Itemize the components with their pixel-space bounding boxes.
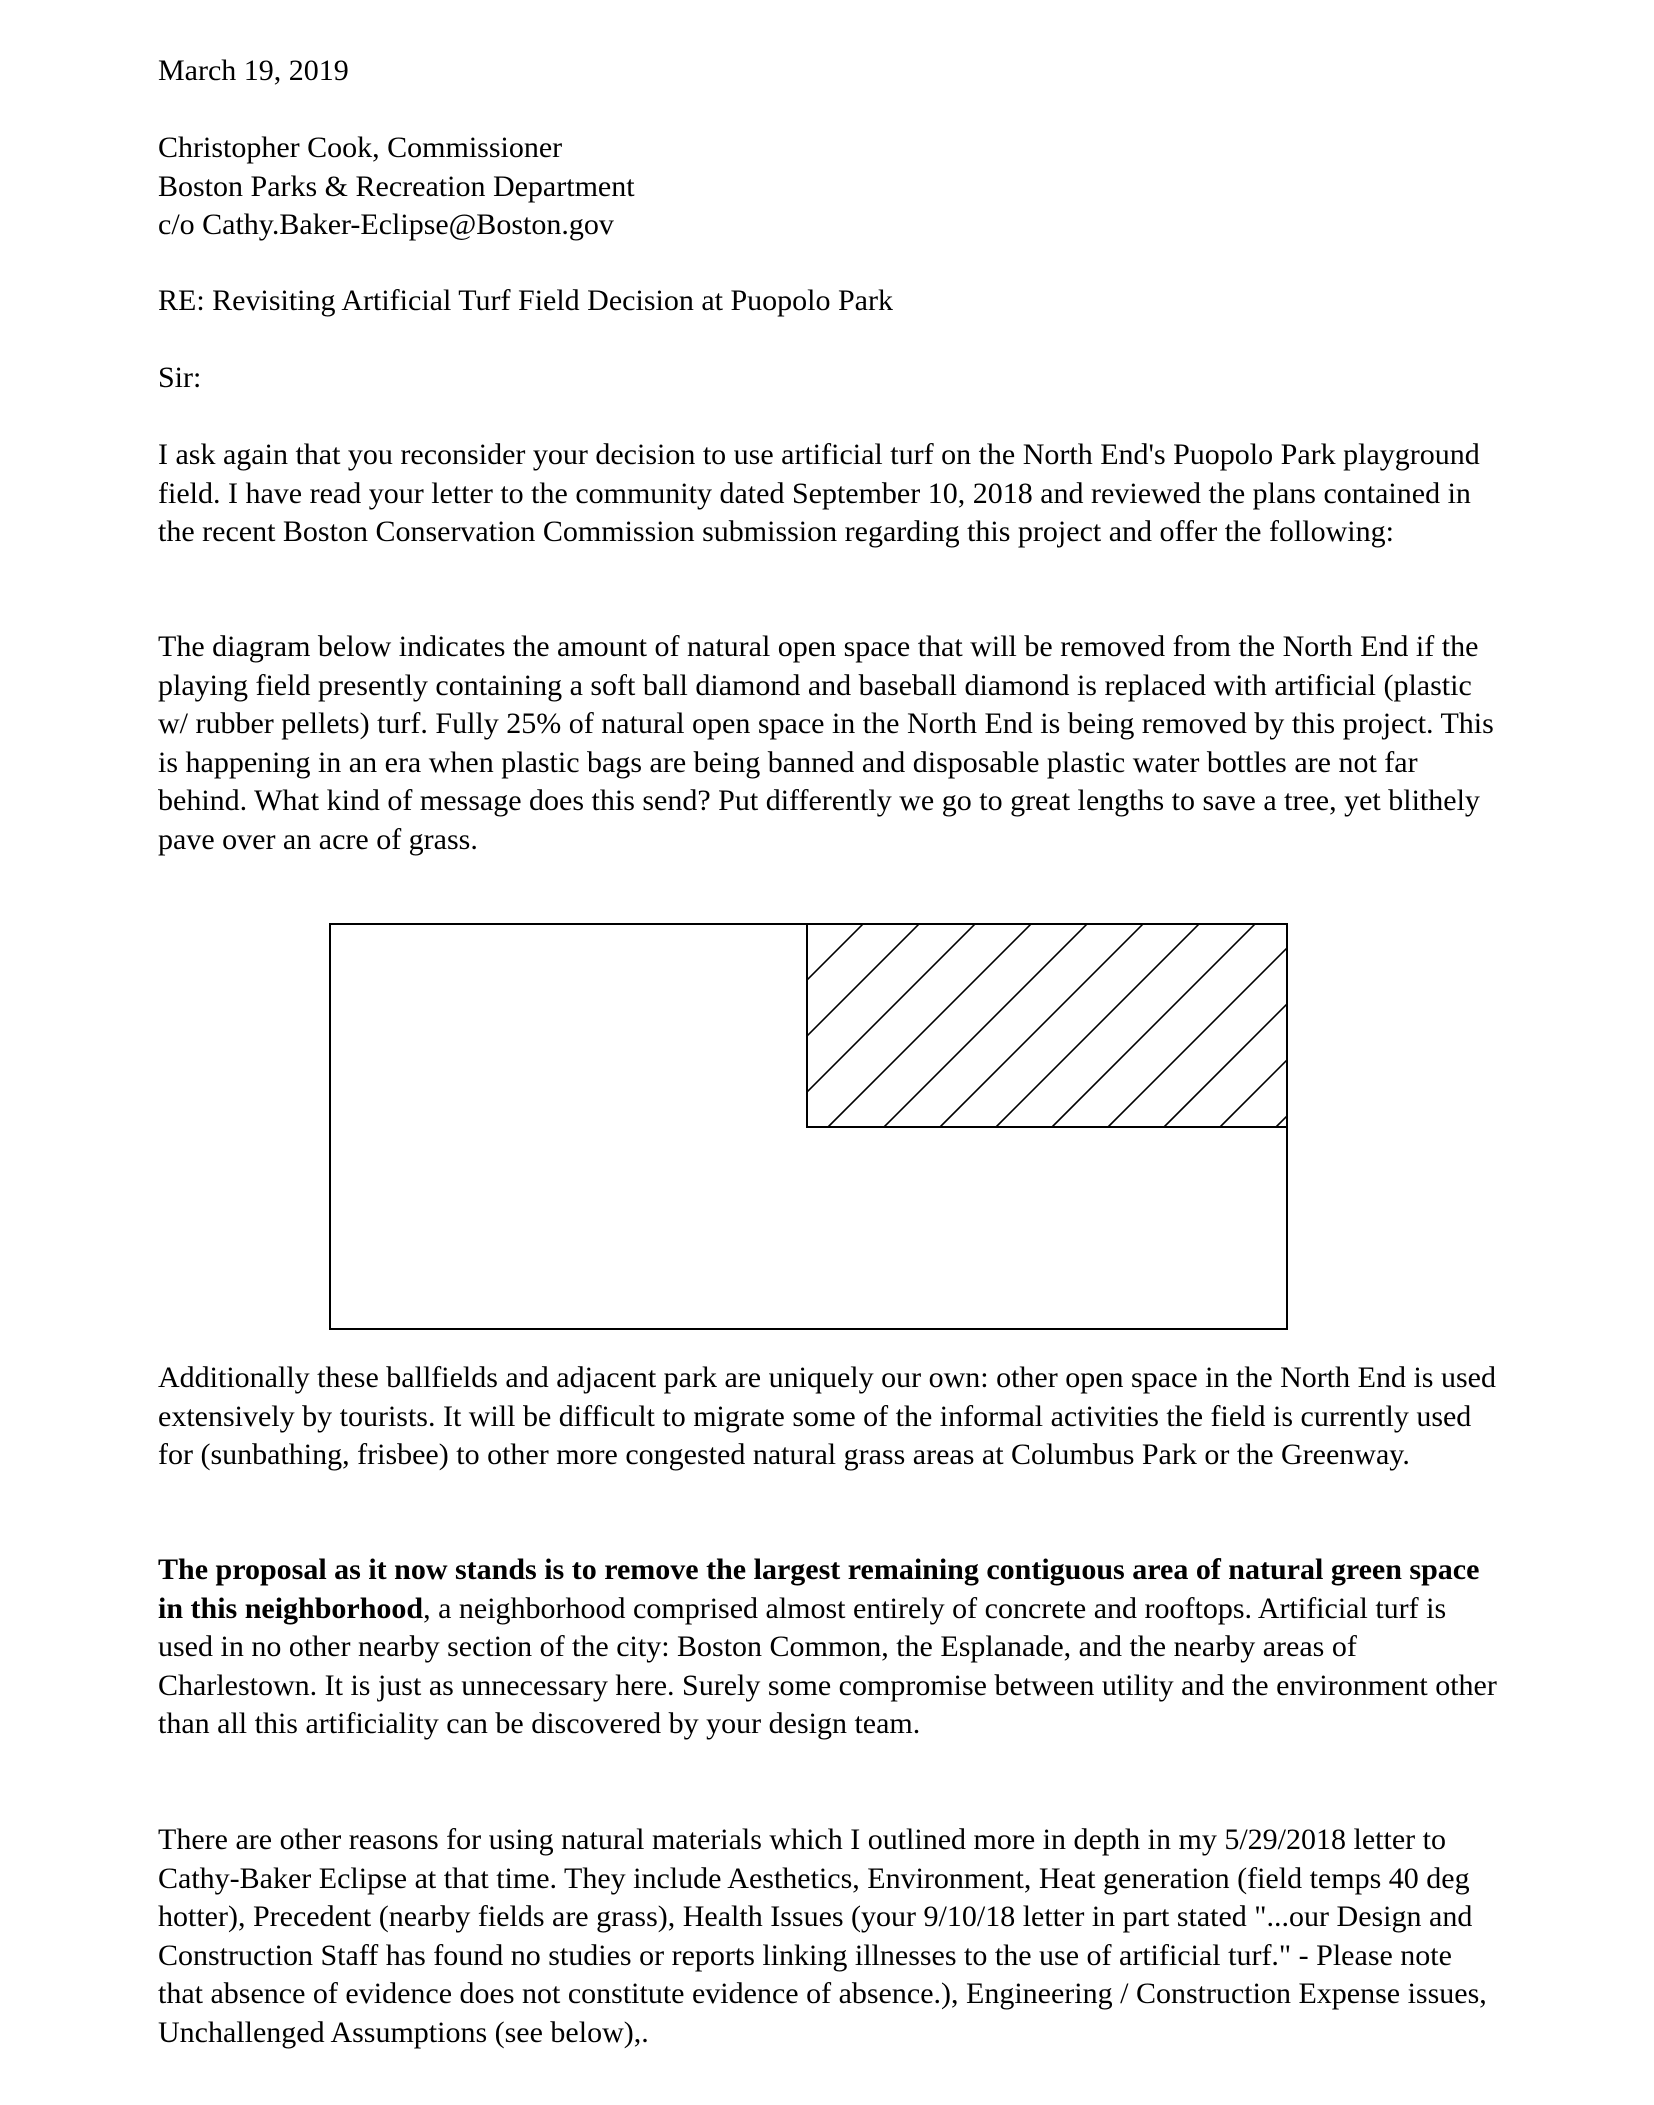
paragraph-4-emphasis: The proposal as it now stands is to remove the largest remaining contiguous area of natural green space in this neighborhood xyxy=(158,1553,1480,1625)
letter-salutation: Sir: xyxy=(158,361,202,394)
paragraph-3: Additionally these ballfields and adjacent park are uniquely our own: other open space in the North End is used extensively by tourists. It will be difficult to migrate some of the informal activities the field is currently used for (sunbathing, frisbee) to other more congested natural grass areas at Columbus Park or the Greenway. xyxy=(158,1361,1496,1471)
open-space-diagram xyxy=(329,923,1289,1331)
recipient-care-of: c/o Cathy.Baker-Eclipse@Boston.gov xyxy=(158,208,614,241)
recipient-block xyxy=(158,129,1498,245)
paragraph-4-rest: , a neighborhood comprised almost entirely of concrete and rooftops. Artificial turf is used in no other nearby section of the city: Boston Common, the Esplanade, and the nearby areas of Charlestown. It is just as unnecessary here. Surely some compromise between utility and the environment other than all this artificiality can be discovered by your design team. xyxy=(158,1591,1497,1740)
paragraph-5: There are other reasons for using natural materials which I outlined more in depth in my 5/29/2018 letter to Cathy-Baker Eclipse at that time. They include Aesthetics, Environment, Heat generation (field temps 40 deg hotter), Precedent (nearby fields are grass), Health Issues (your 9/10/18 letter in part stated "...our Design and Construction Staff has found no studies or reports linking illnesses to the use of artificial turf." - Please note that absence of evidence does not constitute evidence of absence.), Engineering / Construction Expense issues, Unchallenged Assumptions (see below),. xyxy=(158,1823,1487,2049)
recipient-name: Christopher Cook, Commissioner xyxy=(158,131,563,164)
recipient-department: Boston Parks & Recreation Department xyxy=(158,169,635,203)
paragraph-1: I ask again that you reconsider your decision to use artificial turf on the North End's Puopolo Park playground field. I have read your letter to the community dated September 10, 2018 and reviewed the plans contained in the recent Boston Conservation Commission submission regarding this project and offer the following: xyxy=(158,438,1480,548)
letter-subject: RE: Revisiting Artificial Turf Field Decision at Puopolo Park xyxy=(158,284,893,317)
paragraph-2: The diagram below indicates the amount of natural open space that will be removed from the North End if the playing field presently containing a soft ball diamond and baseball diamond is replaced with artificial (plastic w/ rubber pellets) turf. Fully 25% of natural open space in the North End is being removed by this project. This is happening in an era when plastic bags are being banned and disposable plastic water bottles are not far behind. What kind of message does this send? Put differently we go to great lengths to save a tree, yet blithely pave over an acre of grass. xyxy=(158,630,1494,856)
letter-date: March 19, 2019 xyxy=(158,54,349,87)
paragraph-4 xyxy=(158,1551,1498,1744)
